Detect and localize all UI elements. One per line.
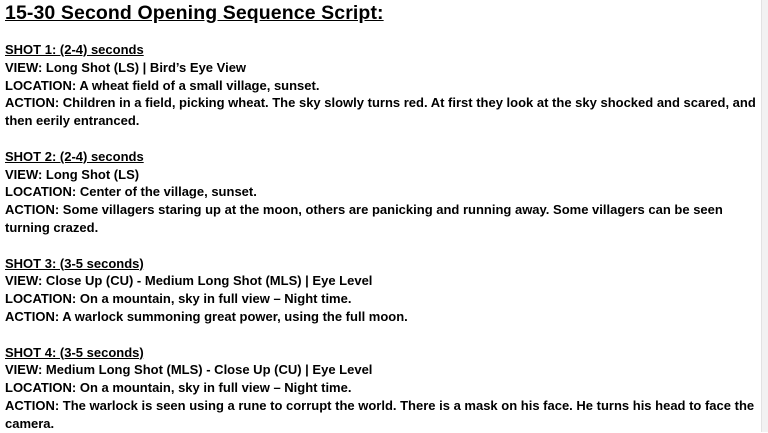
shot-header: SHOT 4: (3-5 seconds) [5, 344, 144, 360]
shot-1 [5, 41, 760, 130]
shot-location: LOCATION: On a mountain, sky in full view – Night time. [5, 291, 352, 307]
document-title: 15-30 Second Opening Sequence Script: [5, 2, 384, 24]
shot-action: ACTION: A warlock summoning great power, using the full moon. [5, 308, 408, 324]
document-page [5, 0, 760, 433]
shot-header: SHOT 1: (2-4) seconds [5, 42, 144, 57]
shot-4 [5, 344, 760, 433]
shot-header: SHOT 3: (3-5 seconds) [5, 255, 144, 271]
shot-view: VIEW: Medium Long Shot (MLS) - Close Up (CU) | Eye Level [5, 362, 373, 378]
shot-location: LOCATION: On a mountain, sky in full view – Night time. [5, 380, 352, 396]
shot-view: VIEW: Long Shot (LS) | Bird’s Eye View [5, 59, 247, 75]
shot-view: VIEW: Long Shot (LS) [5, 166, 140, 182]
shot-action: ACTION: Children in a field, picking wheat. The sky slowly turns red. At first they look at the sky shocked and scared, and then eerily entranced. [5, 95, 756, 129]
shot-view: VIEW: Close Up (CU) - Medium Long Shot (MLS) | Eye Level [5, 273, 373, 289]
shot-action: ACTION: Some villagers staring up at the moon, others are panicking and running away. Some villagers can be seen turning crazed. [5, 202, 723, 235]
shot-3 [5, 255, 760, 326]
shot-action: ACTION: The warlock is seen using a rune to corrupt the world. There is a mask on his face. He turns his head to face the camera. [5, 397, 755, 431]
shot-location: LOCATION: Center of the village, sunset. [5, 184, 257, 200]
shot-location: LOCATION: A wheat field of a small village, sunset. [5, 77, 320, 93]
shot-2 [5, 148, 760, 237]
shot-header: SHOT 2: (2-4) seconds [5, 148, 144, 164]
page-edge [761, 0, 768, 432]
